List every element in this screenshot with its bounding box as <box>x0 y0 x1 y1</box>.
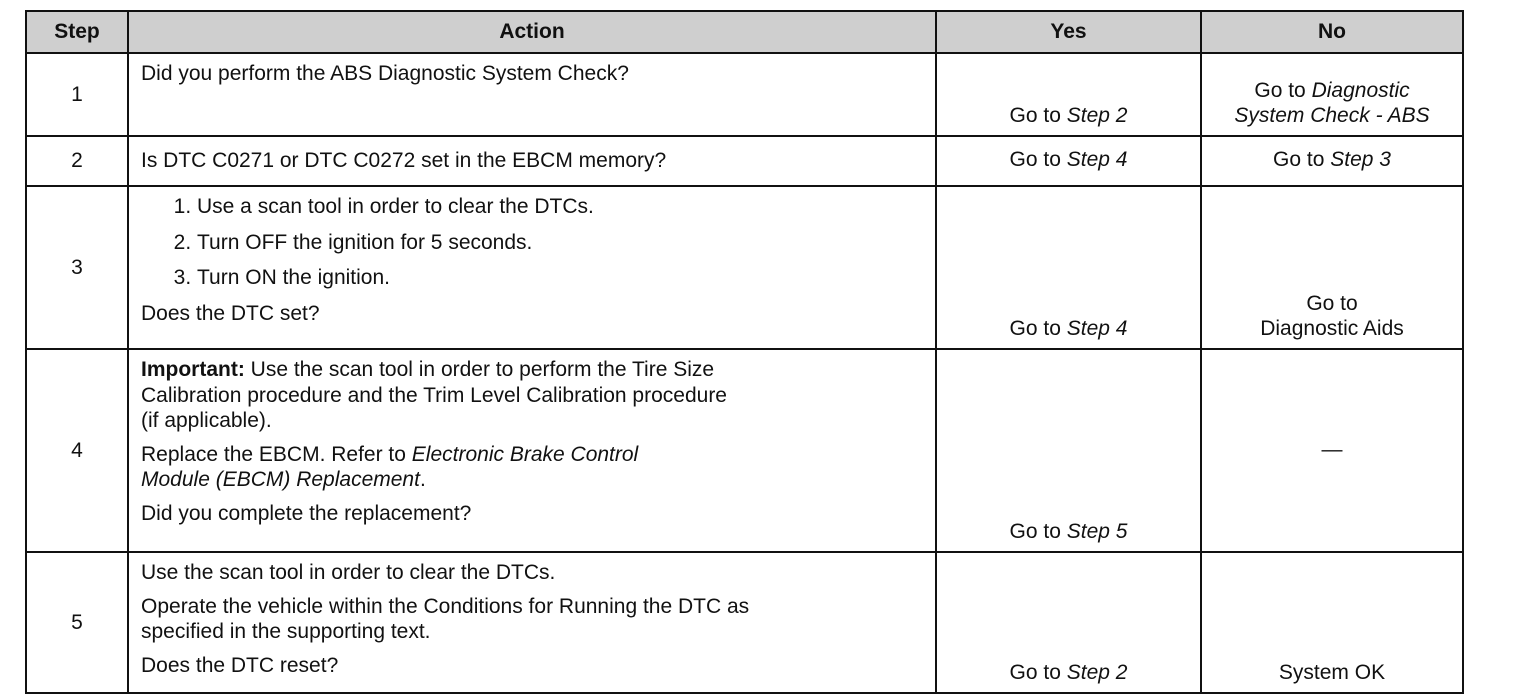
table-row <box>26 53 1463 136</box>
action-instruction: Use the scan tool in order to clear the DTCs. <box>141 561 556 584</box>
action-cell <box>128 136 936 186</box>
important-label: Important: <box>141 358 245 381</box>
yes-prefix: Go to <box>1009 520 1061 544</box>
step-number: 1 <box>26 53 128 136</box>
header-yes: Yes <box>936 11 1201 53</box>
header-row <box>26 11 1463 53</box>
action-question: Is DTC C0271 or DTC C0272 set in the EBCM memory? <box>141 149 667 173</box>
header-step: Step <box>26 11 128 53</box>
action-question: Did you perform the ABS Diagnostic System Check? <box>141 62 629 85</box>
replace-suffix: . <box>419 468 426 492</box>
table-row <box>26 186 1463 349</box>
no-line1: Go to <box>1306 291 1358 315</box>
no-cell <box>1201 53 1463 136</box>
no-ref-link-line1[interactable]: Diagnostic <box>1311 78 1410 102</box>
no-cell <box>1201 136 1463 186</box>
header-no: No <box>1201 11 1463 53</box>
list-item: 3. Turn ON the ignition. <box>197 265 923 291</box>
no-prefix: Go to <box>1254 78 1306 102</box>
important-text-line2: Calibration procedure and the Trim Level Calibration procedure <box>141 383 727 407</box>
yes-cell <box>936 552 1201 693</box>
no-ref-link-line2[interactable]: System Check - ABS <box>1234 104 1430 128</box>
replace-ref-link-line1[interactable]: Electronic Brake Control <box>411 442 639 466</box>
action-cell <box>128 349 936 552</box>
instruction-line-b: specified in the supporting text. <box>141 620 431 644</box>
yes-cell <box>936 136 1201 186</box>
no-prefix: Go to <box>1273 148 1325 172</box>
no-cell <box>1201 186 1463 349</box>
no-result: System OK <box>1278 661 1386 685</box>
no-cell <box>1201 349 1463 552</box>
step-number: 4 <box>26 349 128 552</box>
step-number: 2 <box>26 136 128 186</box>
replace-instruction <box>141 442 923 493</box>
important-text-line1: Use the scan tool in order to perform the Tire Size <box>250 358 715 381</box>
list-item: 1. Use a scan tool in order to clear the DTCs. <box>197 194 923 220</box>
yes-prefix: Go to <box>1009 317 1061 341</box>
instruction-line-a: Operate the vehicle within the Conditions for Running the DTC as <box>141 594 750 618</box>
yes-cell <box>936 53 1201 136</box>
action-question: Did you complete the replacement? <box>141 502 472 526</box>
yes-cell <box>936 186 1201 349</box>
yes-prefix: Go to <box>1009 148 1061 172</box>
replace-prefix: Replace the EBCM. Refer to <box>141 442 406 466</box>
table-row <box>26 349 1463 552</box>
yes-cell <box>936 349 1201 552</box>
no-ref-link[interactable]: Diagnostic Aids <box>1260 317 1404 341</box>
action-substeps <box>141 194 923 291</box>
table-row <box>26 136 1463 186</box>
list-item: 2. Turn OFF the ignition for 5 seconds. <box>197 230 923 256</box>
yes-step-link[interactable]: Step 2 <box>1066 661 1128 685</box>
action-cell <box>128 53 936 136</box>
yes-step-link[interactable]: Step 2 <box>1066 104 1128 128</box>
important-text-line3: (if applicable). <box>141 409 272 433</box>
yes-step-link[interactable]: Step 5 <box>1066 520 1128 544</box>
action-question: Does the DTC reset? <box>141 653 339 677</box>
no-dash: — <box>1321 437 1343 461</box>
step-number: 3 <box>26 186 128 349</box>
yes-step-link[interactable]: Step 4 <box>1066 317 1128 341</box>
important-note <box>141 357 923 434</box>
yes-prefix: Go to <box>1009 104 1061 128</box>
yes-prefix: Go to <box>1009 661 1061 685</box>
diagnostic-table <box>25 10 1464 694</box>
table-row <box>26 552 1463 693</box>
action-question: Does the DTC set? <box>141 301 320 325</box>
action-cell <box>128 552 936 693</box>
no-cell <box>1201 552 1463 693</box>
replace-ref-link-line2[interactable]: Module (EBCM) Replacement <box>141 468 420 492</box>
step-number: 5 <box>26 552 128 693</box>
no-step-link[interactable]: Step 3 <box>1330 148 1391 172</box>
yes-step-link[interactable]: Step 4 <box>1066 148 1128 172</box>
header-action: Action <box>128 11 936 53</box>
action-instruction <box>141 594 923 645</box>
action-cell <box>128 186 936 349</box>
